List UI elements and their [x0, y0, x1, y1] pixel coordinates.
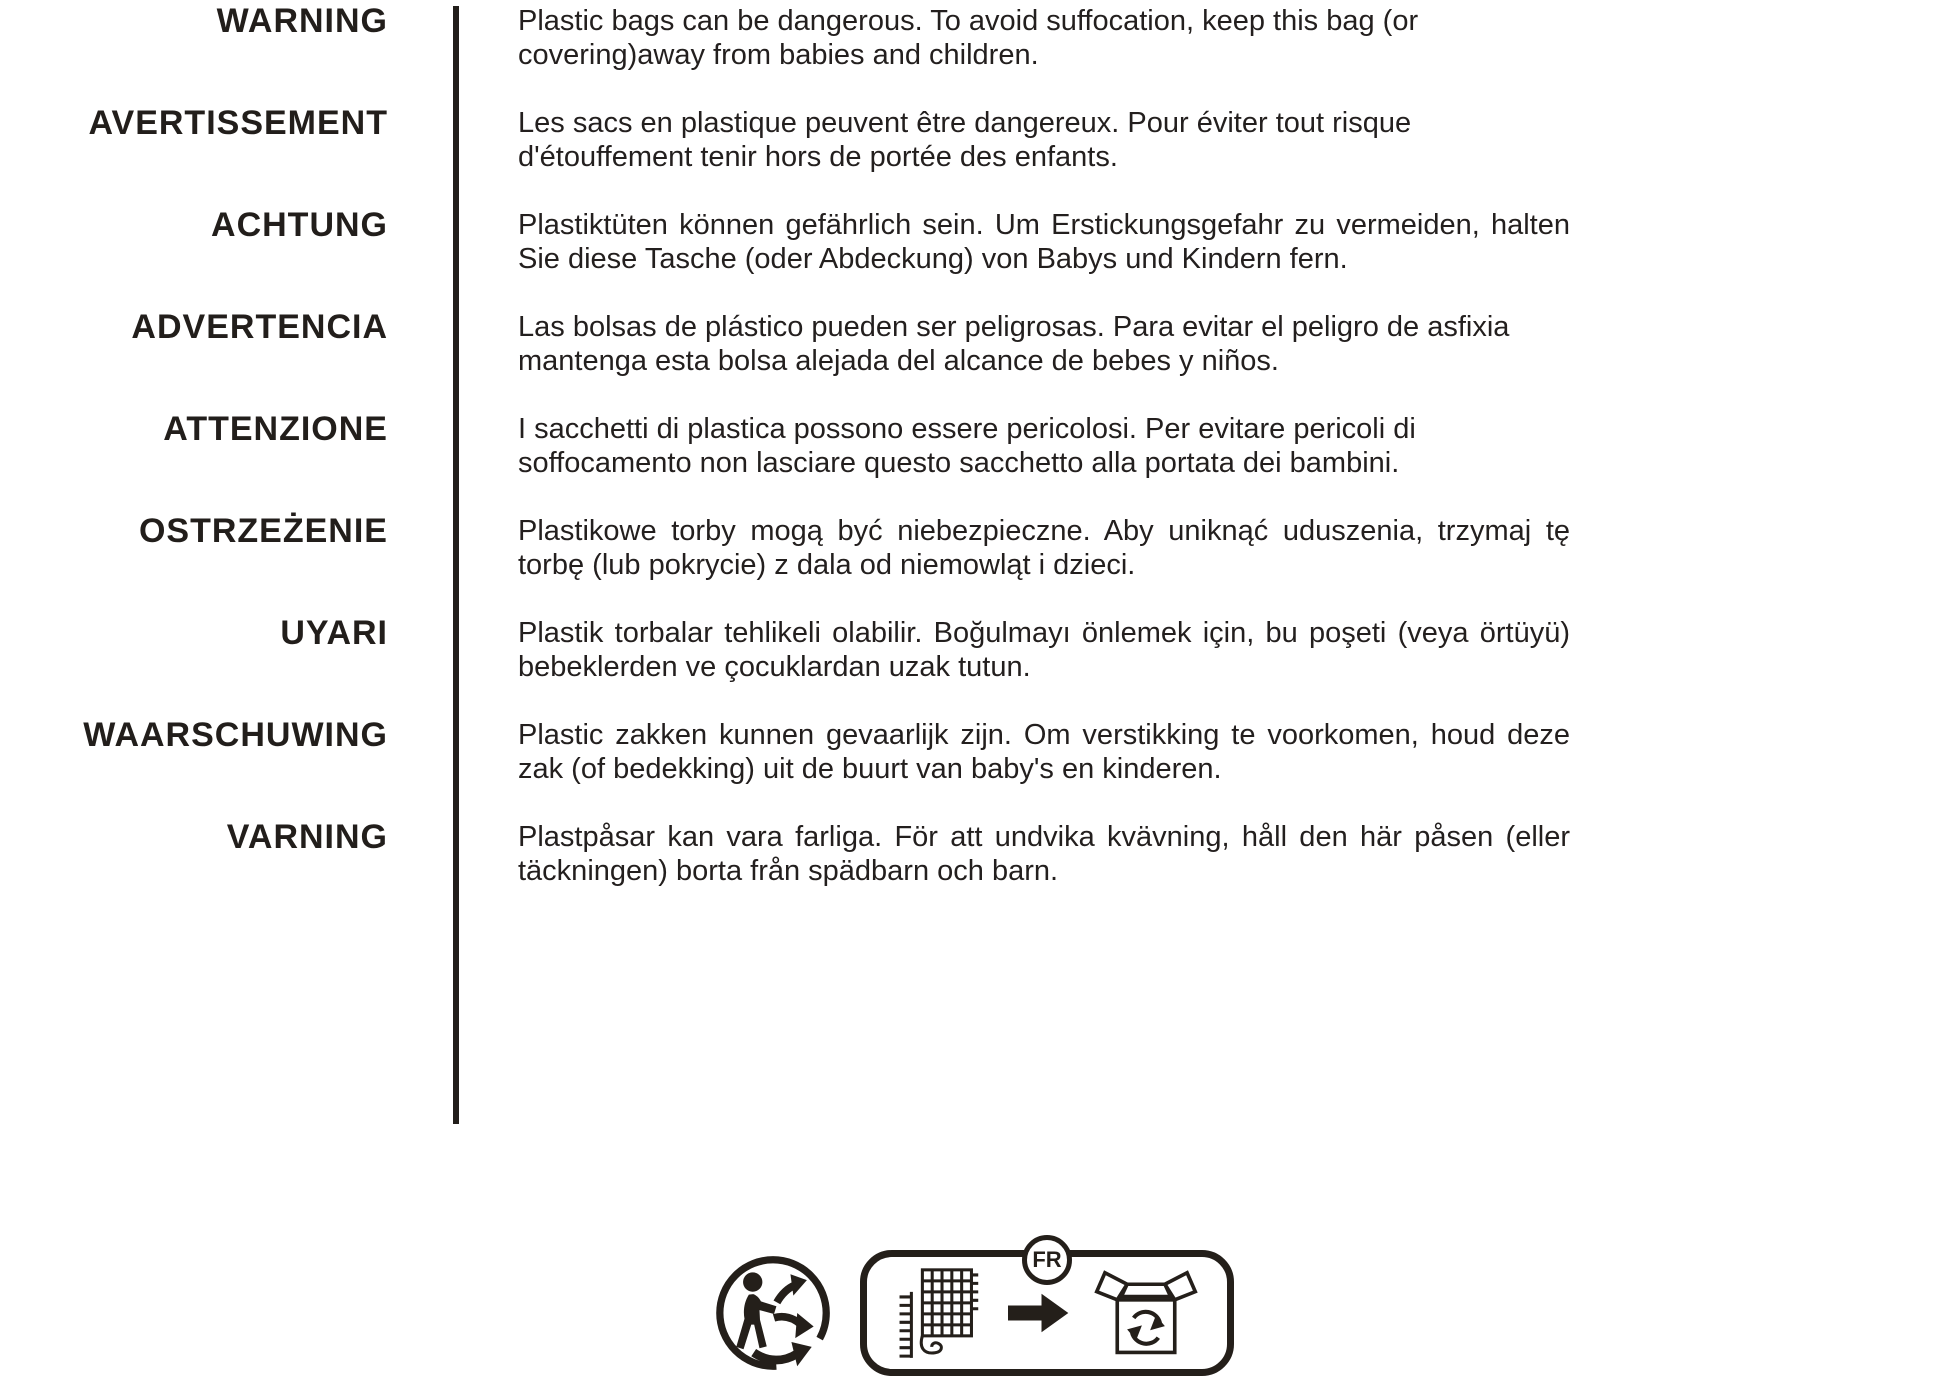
warning-text: Plastic bags can be dangerous. To avoid suffocation, keep this bag (or covering)away from babies and children.	[518, 5, 1419, 71]
warning-text: I sacchetti di plastica possono essere pericolosi. Per evitare pericoli di soffocamento non lasciare questo sacchetto alla portata dei bambini.	[518, 413, 1416, 479]
triman-recycling-icon	[712, 1254, 836, 1372]
warning-text: Plastic zakken kunnen gevaarlijk zijn. Om verstikking te voorkomen, houd deze zak (of bedekking) uit de buurt van baby's en kinderen.	[518, 719, 1570, 785]
warning-row	[0, 718, 1946, 786]
warning-language-heading: UYARI	[280, 614, 388, 652]
arrow-right-icon	[1008, 1291, 1070, 1335]
warning-text: Plastpåsar kan vara farliga. För att undvika kvävning, håll den här påsen (eller täckningen) borta från spädbarn och barn.	[518, 821, 1570, 887]
warning-row	[0, 4, 1946, 72]
warning-row	[0, 106, 1946, 174]
warning-language-heading: AVERTISSEMENT	[88, 104, 388, 142]
warning-language-heading: OSTRZEŻENIE	[138, 512, 388, 550]
warning-text: Plastiktüten können gefährlich sein. Um Erstickungsgefahr zu vermeiden, halten Sie diese Tasche (oder Abdeckung) von Babys und Kindern fern.	[518, 209, 1570, 275]
warning-text: Las bolsas de plástico pueden ser peligrosas. Para evitar el peligro de asfixia mantenga esta bolsa alejada del alcance de bebes y niños.	[518, 311, 1510, 377]
recycling-box-icon	[1094, 1267, 1198, 1359]
warnings-list	[0, 4, 1946, 922]
warning-language-heading: WAARSCHUWING	[83, 716, 388, 754]
sorting-instruction-panel	[860, 1247, 1234, 1376]
warning-row	[0, 310, 1946, 378]
warning-row	[0, 208, 1946, 276]
textile-grid-icon	[897, 1263, 985, 1363]
warning-text: Plastik torbalar tehlikeli olabilir. Boğulmayı önlemek için, bu poşeti (veya örtüyü) bebeklerden ve çocuklardan uzak tutun.	[518, 617, 1570, 683]
warning-language-heading: ATTENZIONE	[163, 410, 388, 448]
warning-row	[0, 820, 1946, 888]
warning-language-heading: VARNING	[226, 818, 388, 856]
recycling-footer	[0, 1247, 1946, 1376]
warning-text: Plastikowe torby mogą być niebezpieczne. Aby uniknąć uduszenia, trzymaj tę torbę (lub pokrycie) z dala od niemowląt i dzieci.	[518, 515, 1570, 581]
warning-row	[0, 616, 1946, 684]
warning-language-heading: WARNING	[216, 2, 388, 40]
warning-row	[0, 514, 1946, 582]
warning-row	[0, 412, 1946, 480]
warning-language-heading: ACHTUNG	[211, 206, 388, 244]
warning-text: Les sacs en plastique peuvent être dangereux. Pour éviter tout risque d'étouffement tenir hors de portée des enfants.	[518, 107, 1412, 173]
warning-language-heading: ADVERTENCIA	[131, 308, 388, 346]
fr-badge: FR	[1022, 1235, 1072, 1285]
